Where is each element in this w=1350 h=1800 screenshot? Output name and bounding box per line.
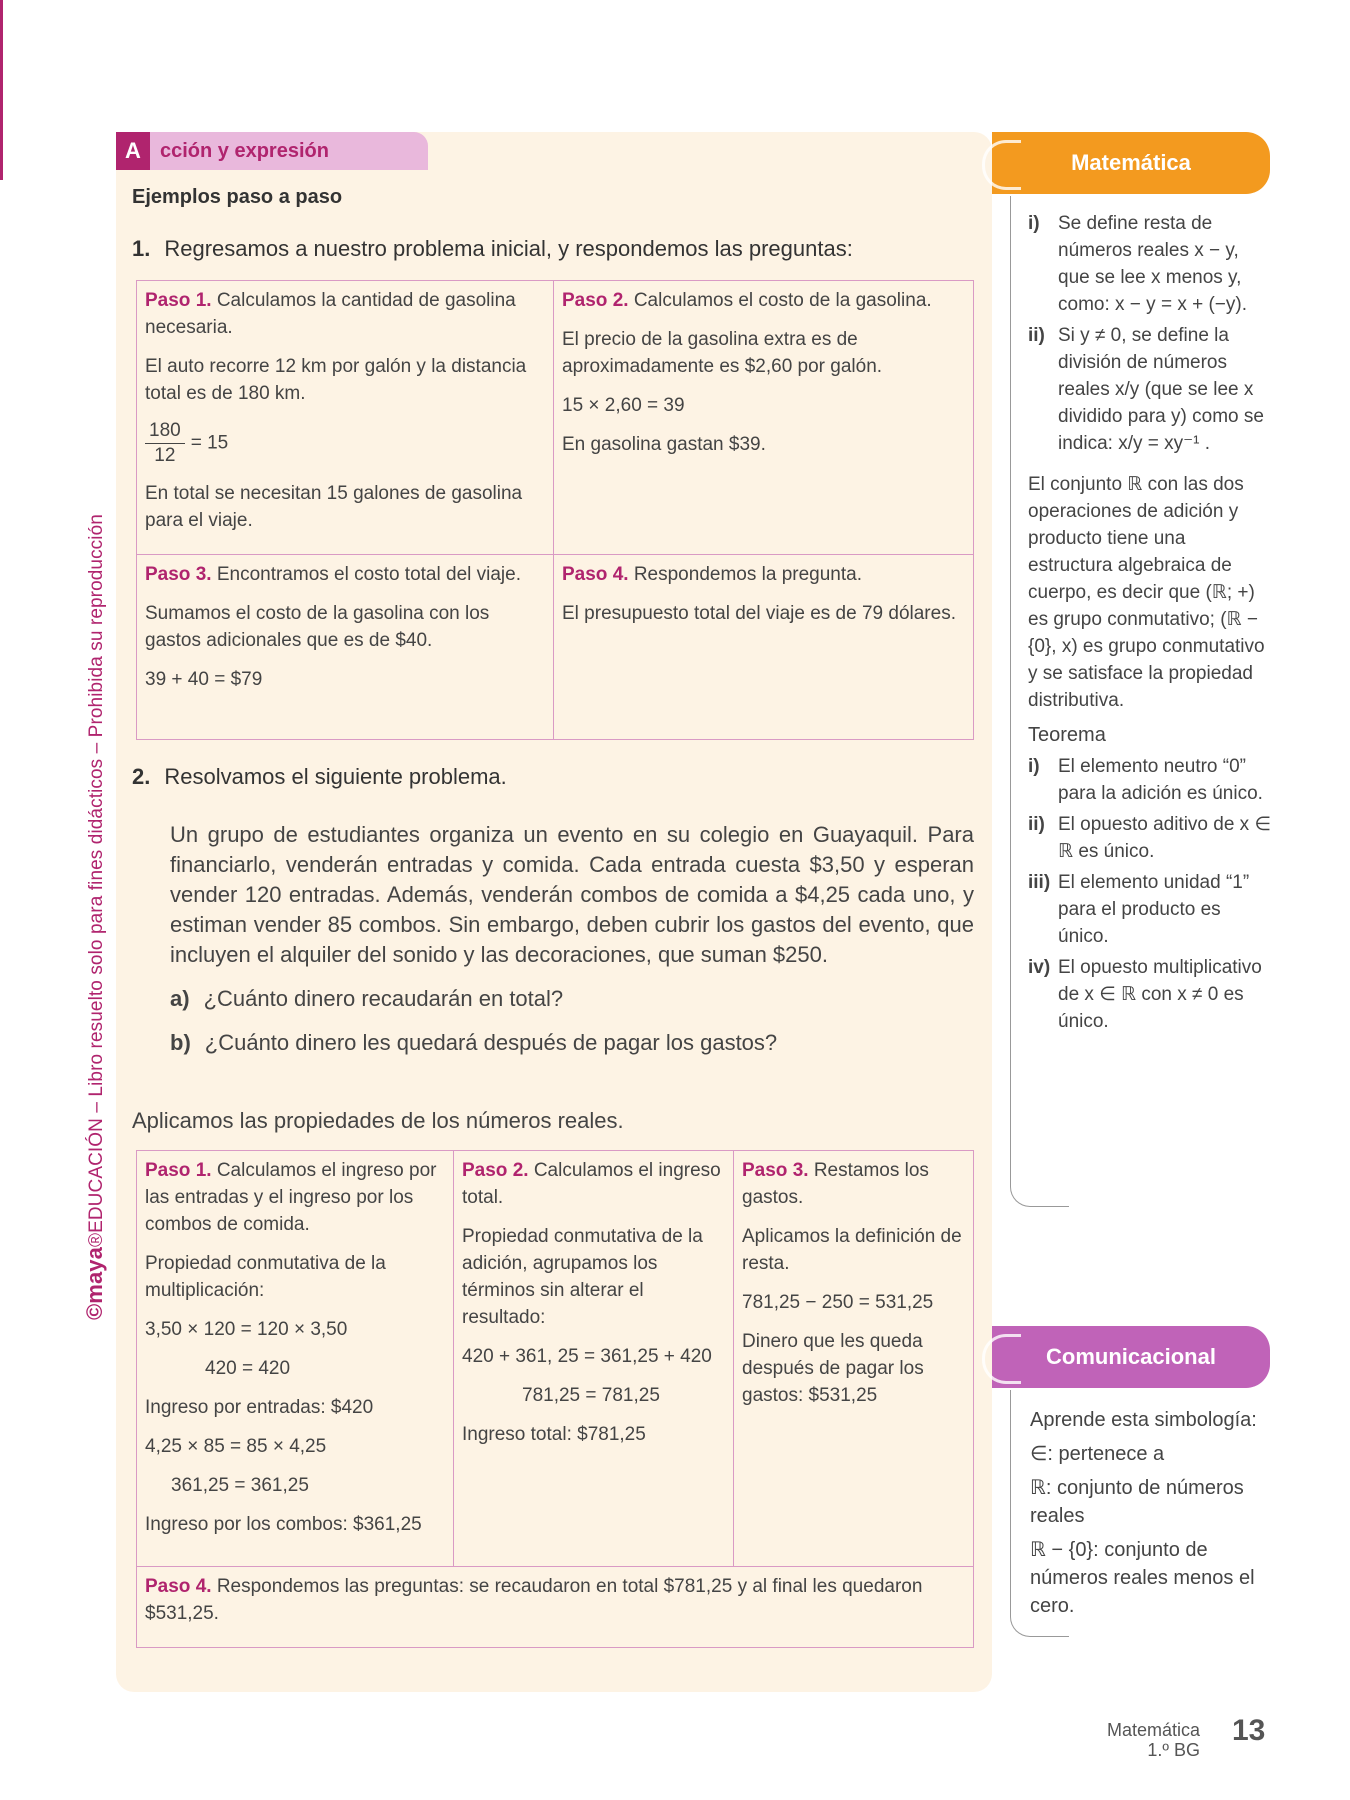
sidebar-communication-bracket [1010,1390,1069,1637]
steps-table-2 [136,1150,974,1648]
subquestion-a: a) ¿Cuánto dinero recaudarán en total? [170,986,564,1011]
section-tab [116,132,428,170]
step-1-cell: Paso 1. Calculamos el ingreso por las entradas y el ingreso por los combos de comida. Propiedad conmutativa de la multiplicación: 3,50 × 120 = 120 × 3,50 420 = 420 Ingreso por entradas: $420 4,25 × 85 = 85 × 4,25 361,25 = 361,25 Ingreso por los combos: $361,25 [137,1151,454,1567]
theorem-item: iv) El opuesto multiplicativo de x ∈ ℝ con x ≠ 0 es único. [1028,957,1262,1032]
definition-item: i) Se define resta de números reales x − y, que se lee x menos y, como: x − y = x + (−y). [1028,213,1248,315]
problem-statement: Un grupo de estudiantes organiza un evento en su colegio en Guayaquil. Para financiarlo, venderán entradas y comida. Cada entrada cuesta $3,50 y esperan vender 120 entradas. Además, venderán combos de comida a $4,25 cada uno, y estiman vender 85 combos. Sin embargo, deben cubrir los gastos del evento, que incluyen el alquiler del sonido y las decoraciones, que suman $250. [170,822,974,967]
footer-subject: Matemática 1.º BG [1106,1720,1200,1760]
sidebar-math-bracket [1010,196,1069,1207]
page-edge-line [0,0,3,180]
theorem-title: Teorema [1028,724,1106,746]
step-3-cell: Paso 3. Encontramos el costo total del viaje. Sumamos el costo de la gasolina con los gastos adicionales que es de $40. 39 + 40 = $79 [137,555,554,740]
question-1: 1. Regresamos a nuestro problema inicial, y respondemos las preguntas: [132,236,853,261]
copyright-vertical-text: ©maya®EDUCACIÓN – Libro resuelto solo para fines didácticos – Prohibida su reproducción [82,514,107,1320]
step-1-cell: Paso 1. Calculamos la cantidad de gasolina necesaria. El auto recorre 12 km por galón y la distancia total es de 180 km. $\frac{180}{12}$ = 15 En total se necesitan 15 galones de gasolina para el viaje. [137,281,554,555]
theorem-item: iii) El elemento unidad “1” para el producto es único. [1028,872,1250,947]
curl-icon [982,1334,1021,1384]
theorem-item: i) El elemento neutro “0” para la adición es único. [1028,756,1263,804]
tab-title: cción y expresión [160,140,329,162]
fraction: $\frac{180}{12}$ [145,419,185,468]
step-2-cell: Paso 2. Calculamos el ingreso total. Propiedad conmutativa de la adición, agrupamos los términos sin alterar el resultado: 420 + 361, 25 = 361,25 + 420 781,25 = 781,25 Ingreso total: $781,25 [454,1151,734,1567]
steps-table-1 [136,280,974,740]
step-4-cell: Paso 4. Respondemos las preguntas: se recaudaron en total $781,25 y al final les quedaron $531,25. [137,1567,974,1648]
apply-properties-text: Aplicamos las propiedades de los números reales. [132,1108,624,1133]
sidebar-communication-body: Aprende esta simbología: ∈: pertenece a ℝ: conjunto de números reales ℝ − {0}: conjunto de números reales menos el cero. [1030,1409,1257,1617]
subquestion-b: b) ¿Cuánto dinero les quedará después de pagar los gastos? [170,1030,778,1055]
section-heading: Ejemplos paso a paso [132,186,343,208]
step-2-cell: Paso 2. Calculamos el costo de la gasolina. El precio de la gasolina extra es de aproximadamente es $2,60 por galón. 15 × 2,60 = 39 En gasolina gastan $39. [554,281,974,555]
curl-icon [982,140,1021,190]
page-number: 13 [1232,1714,1266,1747]
definition-item: ii) Si y ≠ 0, se define la división de números reales x/y (que se lee x dividido para y) como se indica: x/y = xy⁻¹ . [1028,325,1264,454]
field-paragraph: El conjunto ℝ con las dos operaciones de adición y producto tiene una estructura algebraica de cuerpo, es decir que (ℝ; +) es grupo conmutativo; (ℝ − {0}, x) es grupo conmutativo y se satisface la propiedad distributiva. [1028,474,1265,711]
question-2: 2. Resolvamos el siguiente problema. [132,764,507,789]
sidebar-math-header: Matemática [992,132,1270,194]
sidebar-communication-header: Comunicacional [992,1326,1270,1388]
tab-letter: A [116,132,150,170]
theorem-item: ii) El opuesto aditivo de x ∈ ℝ es único. [1028,814,1272,862]
step-3-cell: Paso 3. Restamos los gastos. Aplicamos la definición de resta. 781,25 − 250 = 531,25 Dinero que les queda después de pagar los gastos: $531,25 [734,1151,974,1567]
step-4-cell: Paso 4. Respondemos la pregunta. El presupuesto total del viaje es de 79 dólares. [554,555,974,740]
